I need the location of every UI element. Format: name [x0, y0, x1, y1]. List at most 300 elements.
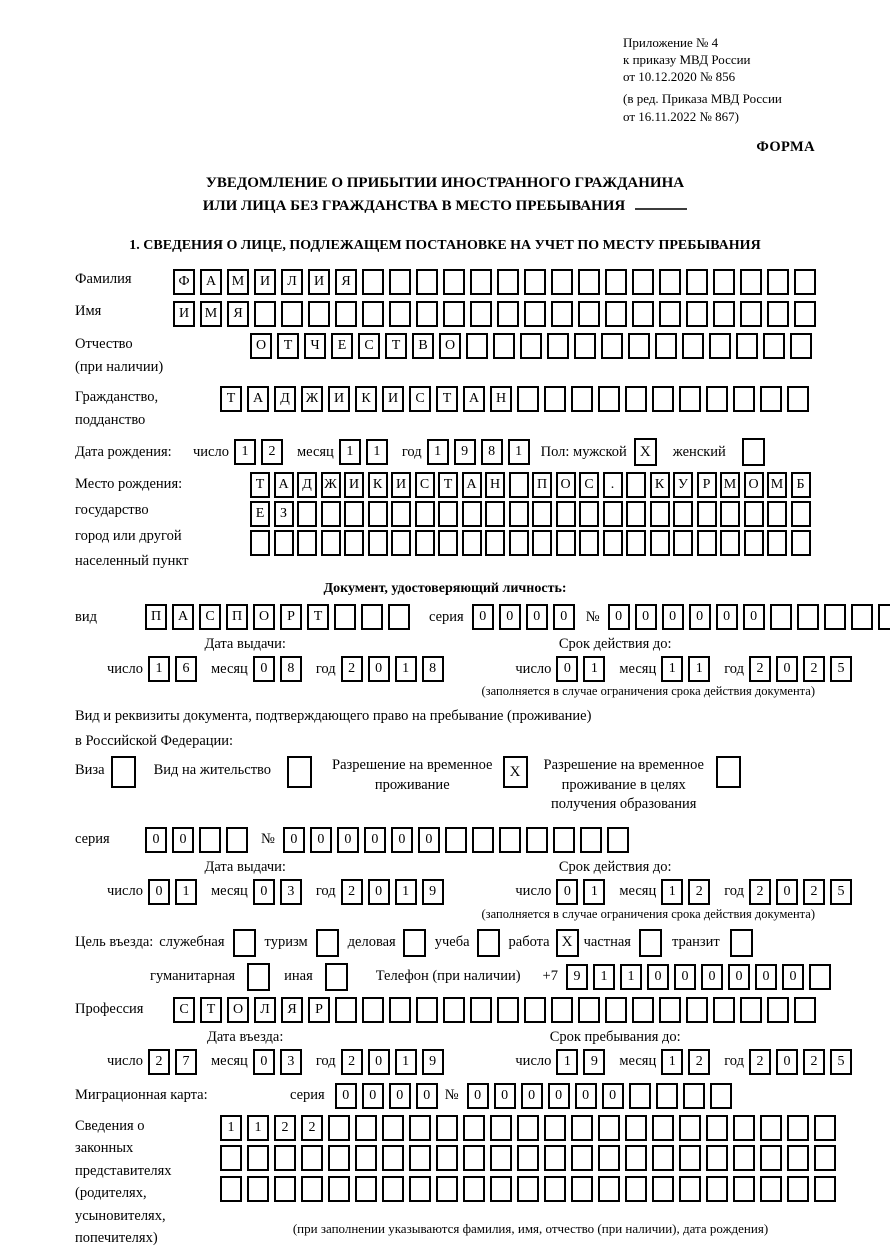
char-box[interactable] [679, 1115, 701, 1141]
char-box[interactable] [632, 301, 654, 327]
purpose-work-checkbox[interactable]: X [556, 929, 579, 957]
char-box[interactable]: 9 [422, 879, 444, 905]
char-box[interactable] [334, 604, 356, 630]
char-box[interactable] [652, 386, 674, 412]
char-box[interactable] [281, 301, 303, 327]
char-box[interactable] [760, 386, 782, 412]
char-box[interactable] [574, 333, 596, 359]
char-box[interactable] [652, 1176, 674, 1202]
char-box[interactable]: Д [297, 472, 317, 498]
char-box[interactable]: А [274, 472, 294, 498]
char-box[interactable] [509, 472, 529, 498]
char-box[interactable]: 1 [661, 1049, 683, 1075]
char-box[interactable] [250, 530, 270, 556]
char-box[interactable] [382, 1115, 404, 1141]
char-box[interactable] [626, 530, 646, 556]
char-box[interactable] [733, 1176, 755, 1202]
char-box[interactable]: 0 [776, 1049, 798, 1075]
char-box[interactable] [443, 997, 465, 1023]
char-box[interactable] [391, 530, 411, 556]
char-box[interactable] [603, 501, 623, 527]
char-box[interactable]: 1 [508, 439, 530, 465]
char-box[interactable]: Ж [301, 386, 323, 412]
char-box[interactable] [445, 827, 467, 853]
char-box[interactable]: К [650, 472, 670, 498]
char-box[interactable] [497, 269, 519, 295]
char-box[interactable]: А [200, 269, 222, 295]
char-box[interactable] [438, 530, 458, 556]
char-box[interactable] [463, 1145, 485, 1171]
char-box[interactable]: Т [307, 604, 329, 630]
char-box[interactable] [416, 269, 438, 295]
char-box[interactable] [490, 1176, 512, 1202]
char-box[interactable]: 0 [776, 879, 798, 905]
char-box[interactable]: 9 [583, 1049, 605, 1075]
char-box[interactable]: 0 [418, 827, 440, 853]
char-box[interactable] [517, 1176, 539, 1202]
char-box[interactable] [794, 269, 816, 295]
char-box[interactable] [659, 301, 681, 327]
char-box[interactable]: 0 [662, 604, 684, 630]
char-box[interactable] [625, 386, 647, 412]
char-box[interactable] [416, 301, 438, 327]
char-box[interactable]: О [439, 333, 461, 359]
char-box[interactable] [598, 386, 620, 412]
char-box[interactable]: Л [281, 269, 303, 295]
char-box[interactable] [713, 269, 735, 295]
char-box[interactable] [409, 1115, 431, 1141]
char-box[interactable] [571, 1115, 593, 1141]
char-box[interactable]: Н [485, 472, 505, 498]
char-box[interactable] [686, 269, 708, 295]
char-box[interactable]: 1 [339, 439, 361, 465]
char-box[interactable]: И [308, 269, 330, 295]
char-box[interactable]: М [227, 269, 249, 295]
char-box[interactable] [733, 386, 755, 412]
char-box[interactable] [706, 1115, 728, 1141]
char-box[interactable]: С [579, 472, 599, 498]
residence-permit-checkbox[interactable] [287, 756, 312, 788]
char-box[interactable] [697, 501, 717, 527]
male-checkbox[interactable]: X [634, 438, 657, 466]
char-box[interactable]: 0 [755, 964, 777, 990]
char-box[interactable]: К [355, 386, 377, 412]
char-box[interactable] [544, 1176, 566, 1202]
char-box[interactable]: 0 [689, 604, 711, 630]
char-box[interactable]: 1 [220, 1115, 242, 1141]
char-box[interactable] [578, 997, 600, 1023]
char-box[interactable] [361, 604, 383, 630]
char-box[interactable] [578, 269, 600, 295]
char-box[interactable] [485, 530, 505, 556]
char-box[interactable]: 0 [635, 604, 657, 630]
char-box[interactable]: 0 [782, 964, 804, 990]
char-box[interactable] [598, 1176, 620, 1202]
char-box[interactable] [553, 827, 575, 853]
char-box[interactable] [509, 530, 529, 556]
char-box[interactable] [571, 386, 593, 412]
char-box[interactable] [740, 269, 762, 295]
edu-residence-checkbox[interactable] [716, 756, 741, 788]
char-box[interactable] [497, 997, 519, 1023]
purpose-official-checkbox[interactable] [233, 929, 256, 957]
char-box[interactable] [686, 997, 708, 1023]
char-box[interactable]: 1 [556, 1049, 578, 1075]
char-box[interactable] [740, 301, 762, 327]
char-box[interactable] [720, 530, 740, 556]
char-box[interactable]: О [253, 604, 275, 630]
char-box[interactable]: И [173, 301, 195, 327]
char-box[interactable]: Ж [321, 472, 341, 498]
char-box[interactable]: 0 [148, 879, 170, 905]
char-box[interactable] [709, 333, 731, 359]
char-box[interactable]: А [463, 386, 485, 412]
char-box[interactable] [388, 604, 410, 630]
char-box[interactable]: С [358, 333, 380, 359]
char-box[interactable]: 1 [247, 1115, 269, 1141]
char-box[interactable]: 1 [427, 439, 449, 465]
char-box[interactable] [470, 269, 492, 295]
char-box[interactable]: С [173, 997, 195, 1023]
char-box[interactable]: 0 [647, 964, 669, 990]
char-box[interactable] [787, 1176, 809, 1202]
char-box[interactable] [382, 1145, 404, 1171]
char-box[interactable] [328, 1176, 350, 1202]
char-box[interactable] [632, 997, 654, 1023]
char-box[interactable]: 1 [395, 879, 417, 905]
char-box[interactable]: Ч [304, 333, 326, 359]
char-box[interactable] [650, 530, 670, 556]
char-box[interactable] [328, 1145, 350, 1171]
char-box[interactable] [517, 1115, 539, 1141]
char-box[interactable] [247, 1145, 269, 1171]
char-box[interactable]: Т [220, 386, 242, 412]
char-box[interactable] [767, 269, 789, 295]
char-box[interactable]: 7 [175, 1049, 197, 1075]
char-box[interactable]: 0 [368, 656, 390, 682]
char-box[interactable] [744, 530, 764, 556]
char-box[interactable] [328, 1115, 350, 1141]
char-box[interactable]: 2 [301, 1115, 323, 1141]
char-box[interactable] [814, 1176, 836, 1202]
char-box[interactable] [578, 301, 600, 327]
char-box[interactable]: Т [438, 472, 458, 498]
char-box[interactable] [767, 530, 787, 556]
char-box[interactable] [626, 472, 646, 498]
purpose-tourism-checkbox[interactable] [316, 929, 339, 957]
char-box[interactable]: М [720, 472, 740, 498]
char-box[interactable] [736, 333, 758, 359]
char-box[interactable]: С [415, 472, 435, 498]
char-box[interactable] [605, 301, 627, 327]
temp-residence-checkbox[interactable]: X [503, 756, 528, 788]
char-box[interactable]: Т [277, 333, 299, 359]
char-box[interactable] [490, 1145, 512, 1171]
char-box[interactable]: И [344, 472, 364, 498]
char-box[interactable] [794, 997, 816, 1023]
char-box[interactable] [650, 501, 670, 527]
char-box[interactable]: 1 [688, 656, 710, 682]
char-box[interactable]: 0 [701, 964, 723, 990]
char-box[interactable] [628, 333, 650, 359]
char-box[interactable]: А [172, 604, 194, 630]
char-box[interactable] [220, 1176, 242, 1202]
char-box[interactable] [683, 1083, 705, 1109]
char-box[interactable] [297, 530, 317, 556]
char-box[interactable]: Р [280, 604, 302, 630]
char-box[interactable] [787, 1115, 809, 1141]
char-box[interactable] [382, 1176, 404, 1202]
char-box[interactable]: В [412, 333, 434, 359]
char-box[interactable] [463, 1176, 485, 1202]
char-box[interactable] [814, 1115, 836, 1141]
char-box[interactable] [598, 1145, 620, 1171]
char-box[interactable]: 1 [148, 656, 170, 682]
purpose-transit-checkbox[interactable] [730, 929, 753, 957]
char-box[interactable]: Р [697, 472, 717, 498]
char-box[interactable]: П [532, 472, 552, 498]
char-box[interactable] [470, 301, 492, 327]
char-box[interactable] [362, 301, 384, 327]
char-box[interactable] [556, 530, 576, 556]
char-box[interactable] [632, 269, 654, 295]
visa-checkbox[interactable] [111, 756, 136, 788]
char-box[interactable] [733, 1145, 755, 1171]
char-box[interactable]: К [368, 472, 388, 498]
purpose-business-checkbox[interactable] [403, 929, 426, 957]
char-box[interactable]: Ф [173, 269, 195, 295]
char-box[interactable]: Д [274, 386, 296, 412]
char-box[interactable] [706, 1176, 728, 1202]
char-box[interactable] [274, 1176, 296, 1202]
char-box[interactable] [791, 501, 811, 527]
char-box[interactable] [362, 997, 384, 1023]
char-box[interactable]: Т [250, 472, 270, 498]
char-box[interactable] [814, 1145, 836, 1171]
char-box[interactable]: 2 [688, 1049, 710, 1075]
char-box[interactable] [580, 827, 602, 853]
char-box[interactable] [544, 1115, 566, 1141]
char-box[interactable]: 0 [608, 604, 630, 630]
char-box[interactable]: 0 [368, 879, 390, 905]
char-box[interactable] [368, 501, 388, 527]
char-box[interactable] [517, 386, 539, 412]
char-box[interactable] [767, 997, 789, 1023]
char-box[interactable] [740, 997, 762, 1023]
char-box[interactable]: Е [331, 333, 353, 359]
char-box[interactable]: 2 [803, 656, 825, 682]
char-box[interactable]: 0 [253, 1049, 275, 1075]
char-box[interactable]: . [603, 472, 623, 498]
char-box[interactable] [706, 386, 728, 412]
char-box[interactable]: З [274, 501, 294, 527]
char-box[interactable] [443, 269, 465, 295]
char-box[interactable]: И [382, 386, 404, 412]
char-box[interactable]: Т [436, 386, 458, 412]
char-box[interactable] [415, 501, 435, 527]
char-box[interactable] [520, 333, 542, 359]
char-box[interactable]: О [744, 472, 764, 498]
char-box[interactable]: 0 [368, 1049, 390, 1075]
char-box[interactable] [733, 1115, 755, 1141]
char-box[interactable]: 2 [274, 1115, 296, 1141]
char-box[interactable] [706, 1145, 728, 1171]
char-box[interactable] [472, 827, 494, 853]
char-box[interactable]: 9 [422, 1049, 444, 1075]
char-box[interactable]: 0 [467, 1083, 489, 1109]
char-box[interactable] [655, 333, 677, 359]
char-box[interactable] [571, 1176, 593, 1202]
char-box[interactable]: 8 [422, 656, 444, 682]
char-box[interactable] [321, 530, 341, 556]
purpose-private-checkbox[interactable] [639, 929, 662, 957]
char-box[interactable]: 0 [253, 879, 275, 905]
char-box[interactable] [679, 386, 701, 412]
char-box[interactable] [544, 1145, 566, 1171]
char-box[interactable]: 2 [148, 1049, 170, 1075]
char-box[interactable]: 0 [728, 964, 750, 990]
char-box[interactable]: А [247, 386, 269, 412]
char-box[interactable]: 5 [830, 1049, 852, 1075]
char-box[interactable] [682, 333, 704, 359]
char-box[interactable] [673, 501, 693, 527]
char-box[interactable] [321, 501, 341, 527]
char-box[interactable]: 0 [674, 964, 696, 990]
char-box[interactable]: О [556, 472, 576, 498]
char-box[interactable]: 1 [593, 964, 615, 990]
char-box[interactable]: У [673, 472, 693, 498]
char-box[interactable]: А [462, 472, 482, 498]
char-box[interactable] [389, 997, 411, 1023]
char-box[interactable]: 0 [145, 827, 167, 853]
char-box[interactable]: 2 [749, 879, 771, 905]
char-box[interactable] [556, 501, 576, 527]
char-box[interactable] [517, 1145, 539, 1171]
char-box[interactable]: 0 [362, 1083, 384, 1109]
char-box[interactable] [787, 1145, 809, 1171]
char-box[interactable] [809, 964, 831, 990]
char-box[interactable] [438, 501, 458, 527]
char-box[interactable]: 0 [472, 604, 494, 630]
char-box[interactable] [760, 1176, 782, 1202]
char-box[interactable] [247, 1176, 269, 1202]
char-box[interactable] [220, 1145, 242, 1171]
char-box[interactable] [797, 604, 819, 630]
char-box[interactable] [605, 269, 627, 295]
char-box[interactable]: Л [254, 997, 276, 1023]
char-box[interactable]: 1 [661, 879, 683, 905]
char-box[interactable] [659, 269, 681, 295]
char-box[interactable] [625, 1145, 647, 1171]
char-box[interactable] [713, 997, 735, 1023]
char-box[interactable] [297, 501, 317, 527]
char-box[interactable]: С [409, 386, 431, 412]
char-box[interactable] [601, 333, 623, 359]
char-box[interactable] [679, 1145, 701, 1171]
char-box[interactable]: 2 [688, 879, 710, 905]
char-box[interactable] [301, 1176, 323, 1202]
char-box[interactable] [544, 386, 566, 412]
char-box[interactable]: Я [281, 997, 303, 1023]
char-box[interactable]: 5 [830, 879, 852, 905]
char-box[interactable] [274, 530, 294, 556]
char-box[interactable]: 0 [526, 604, 548, 630]
char-box[interactable] [579, 501, 599, 527]
char-box[interactable]: 9 [566, 964, 588, 990]
char-box[interactable]: И [328, 386, 350, 412]
char-box[interactable] [607, 827, 629, 853]
char-box[interactable]: М [767, 472, 787, 498]
char-box[interactable] [199, 827, 221, 853]
char-box[interactable]: Б [791, 472, 811, 498]
char-box[interactable]: 1 [583, 879, 605, 905]
char-box[interactable]: 0 [364, 827, 386, 853]
char-box[interactable] [603, 530, 623, 556]
char-box[interactable] [532, 501, 552, 527]
char-box[interactable]: 2 [803, 1049, 825, 1075]
char-box[interactable] [697, 530, 717, 556]
char-box[interactable] [344, 501, 364, 527]
char-box[interactable] [391, 501, 411, 527]
char-box[interactable]: 2 [341, 1049, 363, 1075]
char-box[interactable]: 0 [548, 1083, 570, 1109]
char-box[interactable] [226, 827, 248, 853]
char-box[interactable]: И [254, 269, 276, 295]
char-box[interactable]: П [145, 604, 167, 630]
char-box[interactable]: 1 [661, 656, 683, 682]
char-box[interactable] [532, 530, 552, 556]
char-box[interactable]: Я [335, 269, 357, 295]
purpose-humanitarian-checkbox[interactable] [247, 963, 270, 991]
char-box[interactable] [493, 333, 515, 359]
char-box[interactable] [524, 997, 546, 1023]
char-box[interactable] [673, 530, 693, 556]
char-box[interactable]: 0 [553, 604, 575, 630]
char-box[interactable]: 9 [454, 439, 476, 465]
char-box[interactable]: 0 [776, 656, 798, 682]
char-box[interactable] [436, 1145, 458, 1171]
char-box[interactable]: 0 [337, 827, 359, 853]
char-box[interactable]: П [226, 604, 248, 630]
char-box[interactable]: 0 [416, 1083, 438, 1109]
char-box[interactable] [579, 530, 599, 556]
char-box[interactable] [679, 1176, 701, 1202]
char-box[interactable] [416, 997, 438, 1023]
char-box[interactable] [710, 1083, 732, 1109]
char-box[interactable]: 0 [602, 1083, 624, 1109]
char-box[interactable] [791, 530, 811, 556]
purpose-other-checkbox[interactable] [325, 963, 348, 991]
char-box[interactable] [605, 997, 627, 1023]
char-box[interactable]: О [250, 333, 272, 359]
char-box[interactable] [656, 1083, 678, 1109]
char-box[interactable] [463, 1115, 485, 1141]
char-box[interactable] [497, 301, 519, 327]
char-box[interactable] [524, 269, 546, 295]
char-box[interactable]: 0 [172, 827, 194, 853]
char-box[interactable] [629, 1083, 651, 1109]
char-box[interactable] [551, 269, 573, 295]
char-box[interactable]: 8 [280, 656, 302, 682]
char-box[interactable] [652, 1145, 674, 1171]
char-box[interactable]: 1 [366, 439, 388, 465]
char-box[interactable] [485, 501, 505, 527]
char-box[interactable] [767, 501, 787, 527]
char-box[interactable] [571, 1145, 593, 1171]
char-box[interactable]: 0 [521, 1083, 543, 1109]
char-box[interactable] [362, 269, 384, 295]
char-box[interactable] [509, 501, 529, 527]
